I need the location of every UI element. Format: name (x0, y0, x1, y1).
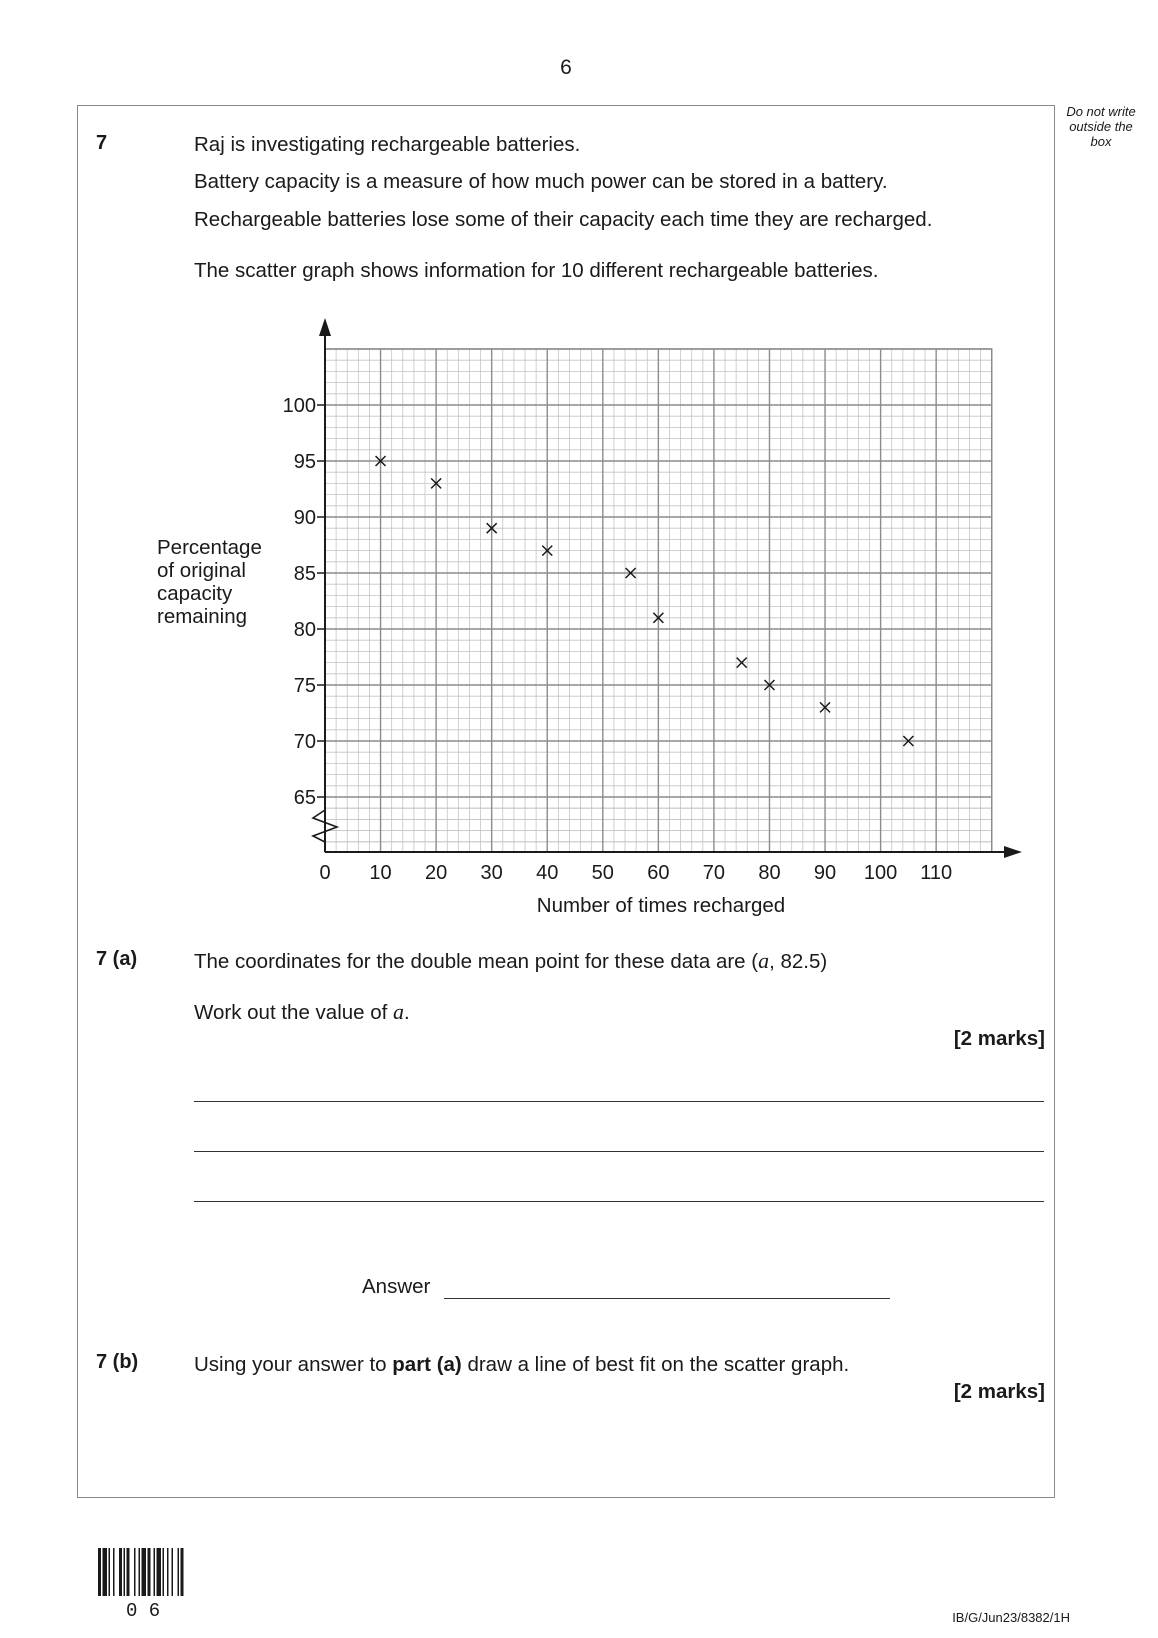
x-tick-label: 30 (480, 862, 503, 884)
y-axis-arrow (319, 318, 331, 336)
margin-note-line: outside the (1069, 119, 1133, 134)
y-tick-label: 100 (282, 395, 316, 417)
x-tick-label: 80 (758, 862, 781, 884)
barcode-bar (181, 1548, 184, 1596)
data-points (376, 456, 914, 746)
x-tick-label: 90 (813, 862, 837, 884)
y-tick-label: 90 (293, 507, 316, 529)
barcode-bar (142, 1548, 147, 1596)
question-line: Battery capacity is a measure of how much power can be stored in a battery. (194, 170, 888, 193)
barcode-bar (163, 1548, 165, 1596)
y-axis-label-line: remaining (157, 605, 248, 628)
y-tick-label: 70 (293, 731, 316, 753)
barcode-bar (134, 1548, 136, 1596)
margin-note-line: box (1090, 134, 1112, 149)
part-b-label: 7 (b) (96, 1351, 139, 1373)
question-line: Raj is investigating rechargeable batteries. (194, 133, 581, 156)
barcode (98, 1548, 206, 1598)
x-tick-label: 60 (647, 862, 670, 884)
part-b-text: Using your answer to (194, 1353, 393, 1376)
y-tick-label: 95 (293, 451, 316, 473)
barcode-bar (113, 1548, 115, 1596)
y-axis-label-line: capacity (157, 582, 233, 605)
answer-writing-line[interactable] (194, 1201, 1044, 1202)
x-tick-label: 20 (424, 862, 448, 884)
barcode-digits: 0 6 (126, 1600, 161, 1622)
barcode-bar (148, 1548, 151, 1596)
x-tick-label: 10 (369, 862, 392, 884)
barcode-bar (172, 1548, 174, 1596)
barcode-bar (103, 1548, 108, 1596)
axis-labels (157, 536, 785, 917)
part-b-question (194, 1353, 849, 1377)
margin-note-line: Do not write (1066, 104, 1136, 119)
part-b-marks: [2 marks] (953, 1380, 1045, 1403)
variable-a: a (393, 999, 405, 1024)
variable-a: a (758, 948, 770, 973)
y-tick-label: 85 (293, 563, 316, 585)
part-a-work-text: Work out the value of (194, 1001, 394, 1024)
answer-line[interactable] (444, 1298, 890, 1299)
part-a-marks: [2 marks] (953, 1027, 1045, 1050)
barcode-bar (119, 1548, 122, 1596)
x-tick-label: 0 (319, 862, 331, 884)
barcode-bar (98, 1548, 101, 1596)
x-tick-label: 40 (536, 862, 559, 884)
part-a-label: 7 (a) (96, 948, 138, 970)
x-tick-label: 70 (702, 862, 726, 884)
barcode-bar (124, 1548, 126, 1596)
question-intro: The scatter graph shows information for 10 different rechargeable batteries. (194, 259, 879, 282)
barcode-bar (167, 1548, 169, 1596)
part-a-question (194, 949, 827, 974)
x-tick-label: 100 (863, 862, 898, 884)
part-a-text: , 82.5) (769, 950, 828, 973)
barcode-bar (127, 1548, 130, 1596)
part-a-work-text: . (404, 1001, 410, 1024)
barcode-bar (109, 1548, 111, 1596)
barcode-bar (157, 1548, 162, 1596)
y-tick-label: 75 (293, 675, 316, 697)
answer-writing-line[interactable] (194, 1101, 1044, 1102)
y-tick-label: 80 (293, 619, 316, 641)
y-tick-label: 65 (293, 787, 316, 809)
question-number: 7 (96, 132, 108, 154)
part-b-text: draw a line of best fit on the scatter graph. (461, 1353, 850, 1376)
y-axis-label-line: of original (157, 559, 246, 582)
barcode-bar (139, 1548, 141, 1596)
x-axis-arrow (1004, 846, 1022, 858)
x-tick-label: 110 (920, 862, 953, 884)
answer-writing-line[interactable] (194, 1151, 1044, 1152)
part-a-instruction (194, 1000, 410, 1025)
barcode-bar (154, 1548, 156, 1596)
paper-code: IB/G/Jun23/8382/1H (952, 1610, 1070, 1625)
y-axis-label-line: Percentage (157, 536, 262, 559)
x-tick-label: 50 (591, 862, 614, 884)
part-a-text: The coordinates for the double mean point for these data are ( (194, 950, 759, 973)
answer-label: Answer (362, 1275, 431, 1298)
question-line: Rechargeable batteries lose some of their capacity each time they are recharged. (194, 208, 933, 231)
part-b-bold: part (a) (392, 1353, 462, 1376)
x-axis-label: Number of times recharged (536, 894, 786, 917)
barcode-bar (178, 1548, 180, 1596)
tick-labels (283, 395, 952, 884)
axes (313, 318, 1022, 858)
page-number: 6 (560, 56, 572, 79)
